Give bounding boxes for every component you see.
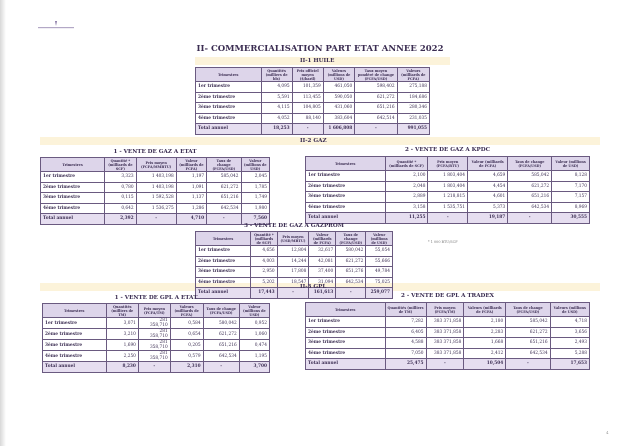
cell-value: 75,025: [366, 277, 393, 288]
cell-value: 17,808: [277, 267, 309, 278]
gaz-etat-table: [40, 157, 270, 225]
column-header: Valeurs (milliards de FCFA): [397, 68, 429, 82]
table-row: [196, 277, 393, 288]
gpl-etat-table: [42, 303, 270, 373]
table-row: [41, 182, 270, 193]
cell-value: 7,560: [241, 214, 270, 225]
column-header: Trimestres: [43, 304, 107, 318]
cell-value: 383,604: [323, 113, 355, 124]
huile-table: [195, 67, 430, 135]
gaz-kpdc-table-title: 2 - VENTE DE GAZ A KPDC: [404, 147, 491, 153]
cell-value: 25,475: [385, 359, 426, 370]
cell-value: 0,584: [170, 318, 203, 329]
cell-value: 19,187: [467, 213, 507, 224]
cell-value: 1 606,808: [323, 124, 355, 135]
cell-value: 32,617: [309, 246, 336, 257]
column-header: Taux de change (FCFA/USD): [506, 303, 550, 317]
column-header: Prix moyen (USD/MBTU): [277, 232, 309, 246]
cell-value: 1,060: [239, 329, 269, 340]
column-header: Trimestres: [41, 158, 105, 172]
cell-value: 1 403,198: [136, 172, 176, 183]
cell-value: 55,054: [366, 246, 393, 257]
table-row: [196, 113, 430, 124]
cell-value: 17,443: [251, 288, 278, 299]
section-huile: II-1 HUILE: [300, 58, 335, 64]
row-label: Total annuel: [306, 359, 386, 370]
table-row: [306, 192, 590, 203]
header-row: [41, 158, 270, 172]
cell-value: -: [138, 362, 170, 373]
cell-value: 4,003: [251, 256, 278, 267]
column-header: Valeur (milliards de FCFA): [309, 232, 336, 246]
table-row: [306, 181, 590, 192]
column-header: Valeurs (milliards de FCFA): [464, 303, 506, 317]
gpl-tradex-table: [305, 302, 590, 370]
cell-value: -: [292, 124, 323, 135]
cell-value: 621,272: [336, 256, 366, 267]
table-row: [196, 256, 393, 267]
row-label: 1er trimestre: [306, 317, 386, 328]
column-header: Taux de change (FCFA/USD): [508, 157, 552, 171]
cell-value: 2,250: [106, 351, 138, 362]
column-header: Quantités (milliers de TM): [385, 303, 426, 317]
gpl-tradex-table-title: 2 - VENTE DE GPL A TRADEX: [400, 293, 495, 299]
cell-value: 0,205: [170, 340, 203, 351]
cell-value: 1,690: [106, 340, 138, 351]
cell-value: 4,710: [176, 214, 206, 225]
gpl-etat-table-title: 1 - VENTE DE GPL A ETAT: [114, 295, 198, 301]
cell-value: 8,128: [552, 171, 590, 182]
table-row: [306, 171, 590, 182]
column-header: Quantité * (milliards de SCF): [251, 232, 278, 246]
cell-value: 2,493: [550, 338, 589, 349]
table-row: [41, 203, 270, 214]
row-label: 3ème trimestre: [41, 193, 105, 204]
cell-value: 7,170: [552, 181, 590, 192]
cell-value: 30,555: [552, 213, 590, 224]
row-label: 1er trimestre: [41, 172, 105, 183]
cell-value: 651,216: [508, 192, 552, 203]
cell-value: 7,157: [552, 192, 590, 203]
section-gpl: II-3 GPL: [300, 284, 327, 290]
scan-edge: [0, 0, 6, 446]
cell-value: 383 371,858: [426, 327, 464, 338]
column-header: Valeur (millions de USD): [366, 232, 393, 246]
table-row: [196, 92, 430, 103]
table-row: [196, 82, 430, 93]
column-header: Prix moyen (FCFA/BTU): [428, 157, 468, 171]
cell-value: 2,048: [385, 181, 428, 192]
row-label: Total annuel: [306, 213, 386, 224]
gas-unit-note: * 1 000 BTU/SCF: [428, 240, 458, 244]
cell-value: 4,588: [385, 338, 426, 349]
table-row: [43, 340, 270, 351]
cell-value: 1,091: [176, 182, 206, 193]
cell-value: 1,286: [176, 203, 206, 214]
cell-value: 281 358,710: [138, 340, 170, 351]
column-header: Quantité * (milliards de SCF): [105, 158, 137, 172]
cell-value: -: [506, 359, 550, 370]
column-header: Valeur (millions de USD): [241, 158, 270, 172]
column-header: Valeur (millions de USD): [239, 304, 269, 318]
column-header: Valeur (millions de USD): [552, 157, 590, 171]
total-row: [306, 213, 590, 224]
cell-value: 10,504: [464, 359, 506, 370]
cell-value: 281 358,710: [138, 351, 170, 362]
cell-value: 161,613: [309, 288, 336, 299]
row-label: 3ème trimestre: [196, 267, 251, 278]
cell-value: 280,346: [397, 103, 429, 114]
cell-value: 7,050: [385, 348, 426, 359]
cell-value: 2,392: [105, 214, 137, 225]
table-row: [196, 103, 430, 114]
table-row: [306, 338, 590, 349]
cell-value: 1,137: [176, 193, 206, 204]
cell-value: 1,749: [241, 193, 270, 204]
cell-value: 0,579: [170, 351, 203, 362]
cell-value: 621,272: [207, 182, 241, 193]
row-label: 4ème trimestre: [306, 348, 386, 359]
cell-value: 5,202: [251, 277, 278, 288]
cell-value: 1 218,815: [428, 192, 468, 203]
cell-value: 2,412: [464, 348, 506, 359]
cell-value: 590,050: [323, 92, 355, 103]
cell-value: 4,115: [261, 103, 292, 114]
cell-value: 4,601: [467, 192, 507, 203]
row-label: 1er trimestre: [306, 171, 386, 182]
header-row: [306, 303, 590, 317]
row-label: 2ème trimestre: [306, 181, 386, 192]
cell-value: 642,534: [506, 348, 550, 359]
cell-value: 0,474: [239, 340, 269, 351]
cell-value: 49,784: [366, 267, 393, 278]
cell-value: 12,804: [277, 246, 309, 257]
header-row: [43, 304, 270, 318]
header-row: [196, 232, 393, 246]
cell-value: 651,216: [207, 193, 241, 204]
cell-value: 1 803,404: [428, 171, 468, 182]
cell-value: 3,700: [239, 362, 269, 373]
cell-value: 1 403,198: [136, 182, 176, 193]
column-header: Prix moyen (FCFA/TM): [138, 304, 170, 318]
total-row: [306, 359, 590, 370]
column-header: Trimestres: [306, 157, 386, 171]
row-label: 4ème trimestre: [41, 203, 105, 214]
cell-value: 4,659: [467, 171, 507, 182]
cell-value: 642,534: [336, 277, 366, 288]
cell-value: 585,042: [506, 317, 550, 328]
cell-value: 3,656: [550, 327, 589, 338]
cell-value: 2,180: [464, 317, 506, 328]
row-label: 4ème trimestre: [306, 202, 386, 213]
gaz-kpdc-table: [305, 156, 590, 224]
cell-value: 1,785: [241, 182, 270, 193]
cell-value: 1 592,528: [136, 193, 176, 204]
cell-value: 621,272: [506, 327, 550, 338]
column-header: Taux de change (FCFA/USD): [336, 232, 366, 246]
cell-value: 42,081: [309, 256, 336, 267]
cell-value: 2,310: [170, 362, 203, 373]
total-row: [43, 362, 270, 373]
cell-value: 2,889: [385, 192, 428, 203]
cell-value: 2,045: [241, 172, 270, 183]
cell-value: 2,100: [385, 171, 428, 182]
cell-value: 8,230: [106, 362, 138, 373]
cell-value: 0,952: [239, 318, 269, 329]
cell-value: 383 371,858: [426, 348, 464, 359]
cell-value: 431,060: [323, 103, 355, 114]
column-header: Valeurs (milliards de FCFA): [170, 304, 203, 318]
cell-value: 621,272: [203, 329, 239, 340]
table-row: [306, 202, 590, 213]
table-row: [306, 317, 590, 328]
cell-value: 113,455: [292, 92, 323, 103]
table-row: [306, 327, 590, 338]
row-label: Total annuel: [43, 362, 107, 373]
cell-value: -: [136, 214, 176, 225]
cell-value: 18,253: [261, 124, 292, 135]
cell-value: 651,216: [506, 338, 550, 349]
column-header: Trimestres: [306, 303, 386, 317]
cell-value: 383 371,858: [426, 317, 464, 328]
cell-value: 0,654: [170, 329, 203, 340]
cell-value: 7,282: [385, 317, 426, 328]
gaz-gazprom-table-title: 3 - VENTE DE GAZ A GAZPROM: [244, 223, 344, 229]
column-header: Trimestres: [196, 68, 262, 82]
row-label: 1er trimestre: [43, 318, 107, 329]
cell-value: 1 803,404: [428, 181, 468, 192]
row-label: 4ème trimestre: [196, 113, 262, 124]
table-row: [43, 351, 270, 362]
total-row: [196, 124, 430, 135]
table-row: [41, 193, 270, 204]
cell-value: 18,547: [277, 277, 309, 288]
cell-value: 642,534: [203, 351, 239, 362]
cell-value: 1,980: [241, 203, 270, 214]
cell-value: 11,255: [385, 213, 428, 224]
cell-value: 0,115: [105, 193, 137, 204]
column-header: Valeurs (millions de USD): [323, 68, 355, 82]
cell-value: 1,197: [176, 172, 206, 183]
cell-value: -: [336, 288, 366, 299]
column-header: Prix officiel moyen ($/baril): [292, 68, 323, 82]
cell-value: 651,276: [336, 267, 366, 278]
page-title: II- COMMERCIALISATION PART ETAT ANNEE 2022: [196, 44, 444, 54]
cell-value: 5,373: [467, 202, 507, 213]
gaz-etat-table-title: 1 - VENTE DE GAZ A ETAT: [113, 149, 197, 155]
section-gaz: II-2 GAZ: [300, 138, 327, 144]
row-label: 2ème trimestre: [306, 327, 386, 338]
header-row: [306, 157, 590, 171]
header-row: [196, 68, 430, 82]
column-header: Taux de change (FCFA/USD): [203, 304, 239, 318]
column-header: Quantités (milliers de bls): [261, 68, 292, 82]
cell-value: 651,216: [203, 340, 239, 351]
cell-value: 461,050: [323, 82, 355, 93]
cell-value: 3,210: [106, 329, 138, 340]
row-label: 1er trimestre: [196, 246, 251, 257]
table-row: [43, 318, 270, 329]
cell-value: 3,158: [385, 202, 428, 213]
row-label: 3ème trimestre: [306, 338, 386, 349]
row-label: Total annuel: [196, 124, 262, 135]
column-header: Prix moyen (FCFA/TM): [426, 303, 464, 317]
row-label: Total annuel: [41, 214, 105, 225]
gaz-gazprom-table: [195, 231, 393, 299]
cell-value: 1,668: [464, 338, 506, 349]
cell-value: -: [508, 213, 552, 224]
row-label: 4ème trimestre: [43, 351, 107, 362]
column-header: Quantité * (milliards de SCF): [385, 157, 428, 171]
cell-value: 3,323: [105, 172, 137, 183]
cell-value: 2,283: [464, 327, 506, 338]
cell-value: 8,969: [552, 202, 590, 213]
cell-value: 3,071: [106, 318, 138, 329]
cell-value: 259,077: [366, 288, 393, 299]
column-header: Taux moyen pondéré de change (FCFA/USD): [355, 68, 397, 82]
cell-value: 281 358,710: [138, 329, 170, 340]
cell-value: -: [203, 362, 239, 373]
cell-value: 275,188: [397, 82, 429, 93]
row-label: 3ème trimestre: [196, 103, 262, 114]
cell-value: 231,035: [397, 113, 429, 124]
row-label: 1er trimestre: [196, 82, 262, 93]
cell-value: 642,514: [355, 113, 397, 124]
cell-value: 4,454: [467, 181, 507, 192]
column-header: Valeur (milliards de FCFA): [176, 158, 206, 172]
column-header: Valeurs (millions de USD): [550, 303, 589, 317]
cell-value: 17,653: [550, 359, 589, 370]
row-label: 4ème trimestre: [196, 277, 251, 288]
cell-value: 14,244: [277, 256, 309, 267]
column-header: Valeur (milliards de FCFA): [467, 157, 507, 171]
cell-value: -: [355, 124, 397, 135]
cell-value: 4,095: [261, 82, 292, 93]
cell-value: 585,042: [207, 172, 241, 183]
cell-value: -: [207, 214, 241, 225]
cell-value: 4,656: [251, 246, 278, 257]
table-row: [196, 267, 393, 278]
cell-value: 383 371,858: [426, 338, 464, 349]
cell-value: 1,195: [239, 351, 269, 362]
row-label: Total annuel: [196, 288, 251, 299]
column-header: Taux de change (FCFA/USD): [207, 158, 241, 172]
cell-value: 1 536,275: [136, 203, 176, 214]
cell-value: 0,780: [105, 182, 137, 193]
column-header: Quantités (milliers de TM): [106, 304, 138, 318]
row-label: 2ème trimestre: [196, 256, 251, 267]
cell-value: 6,405: [385, 327, 426, 338]
cell-value: 642,534: [207, 203, 241, 214]
row-label: 2ème trimestre: [43, 329, 107, 340]
table-row: [196, 246, 393, 257]
table-row: [306, 348, 590, 359]
cell-value: 31,094: [309, 277, 336, 288]
cell-value: 2,950: [251, 267, 278, 278]
cell-value: 55,666: [366, 256, 393, 267]
cell-value: 104,805: [292, 103, 323, 114]
cell-value: 88,140: [292, 113, 323, 124]
page-number: 4: [606, 430, 609, 435]
row-label: 3ème trimestre: [306, 192, 386, 203]
cell-value: 5,288: [550, 348, 589, 359]
company-logo: [36, 20, 76, 30]
cell-value: 101,359: [292, 82, 323, 93]
cell-value: 621,272: [355, 92, 397, 103]
cell-value: 642,534: [508, 202, 552, 213]
row-label: 2ème trimestre: [41, 182, 105, 193]
cell-value: -: [426, 359, 464, 370]
table-row: [43, 329, 270, 340]
cell-value: 991,055: [397, 124, 429, 135]
cell-value: 4,718: [550, 317, 589, 328]
cell-value: 37,400: [309, 267, 336, 278]
cell-value: 585,042: [508, 171, 552, 182]
cell-value: -: [428, 213, 468, 224]
table-row: [41, 172, 270, 183]
cell-value: 281 358,710: [138, 318, 170, 329]
row-label: 2ème trimestre: [196, 92, 262, 103]
column-header: Prix moyen (FCFA/MMBTU): [136, 158, 176, 172]
cell-value: 5,591: [261, 92, 292, 103]
cell-value: 1 535,751: [428, 202, 468, 213]
cell-value: 621,272: [508, 181, 552, 192]
cell-value: -: [277, 288, 309, 299]
cell-value: 184,686: [397, 92, 429, 103]
cell-value: 0,642: [105, 203, 137, 214]
cell-value: 580,042: [203, 318, 239, 329]
cell-value: 4,052: [261, 113, 292, 124]
cell-value: 580,042: [336, 246, 366, 257]
cell-value: 651,216: [355, 103, 397, 114]
row-label: 3ème trimestre: [43, 340, 107, 351]
cell-value: 598,402: [355, 82, 397, 93]
column-header: Trimestres: [196, 232, 251, 246]
